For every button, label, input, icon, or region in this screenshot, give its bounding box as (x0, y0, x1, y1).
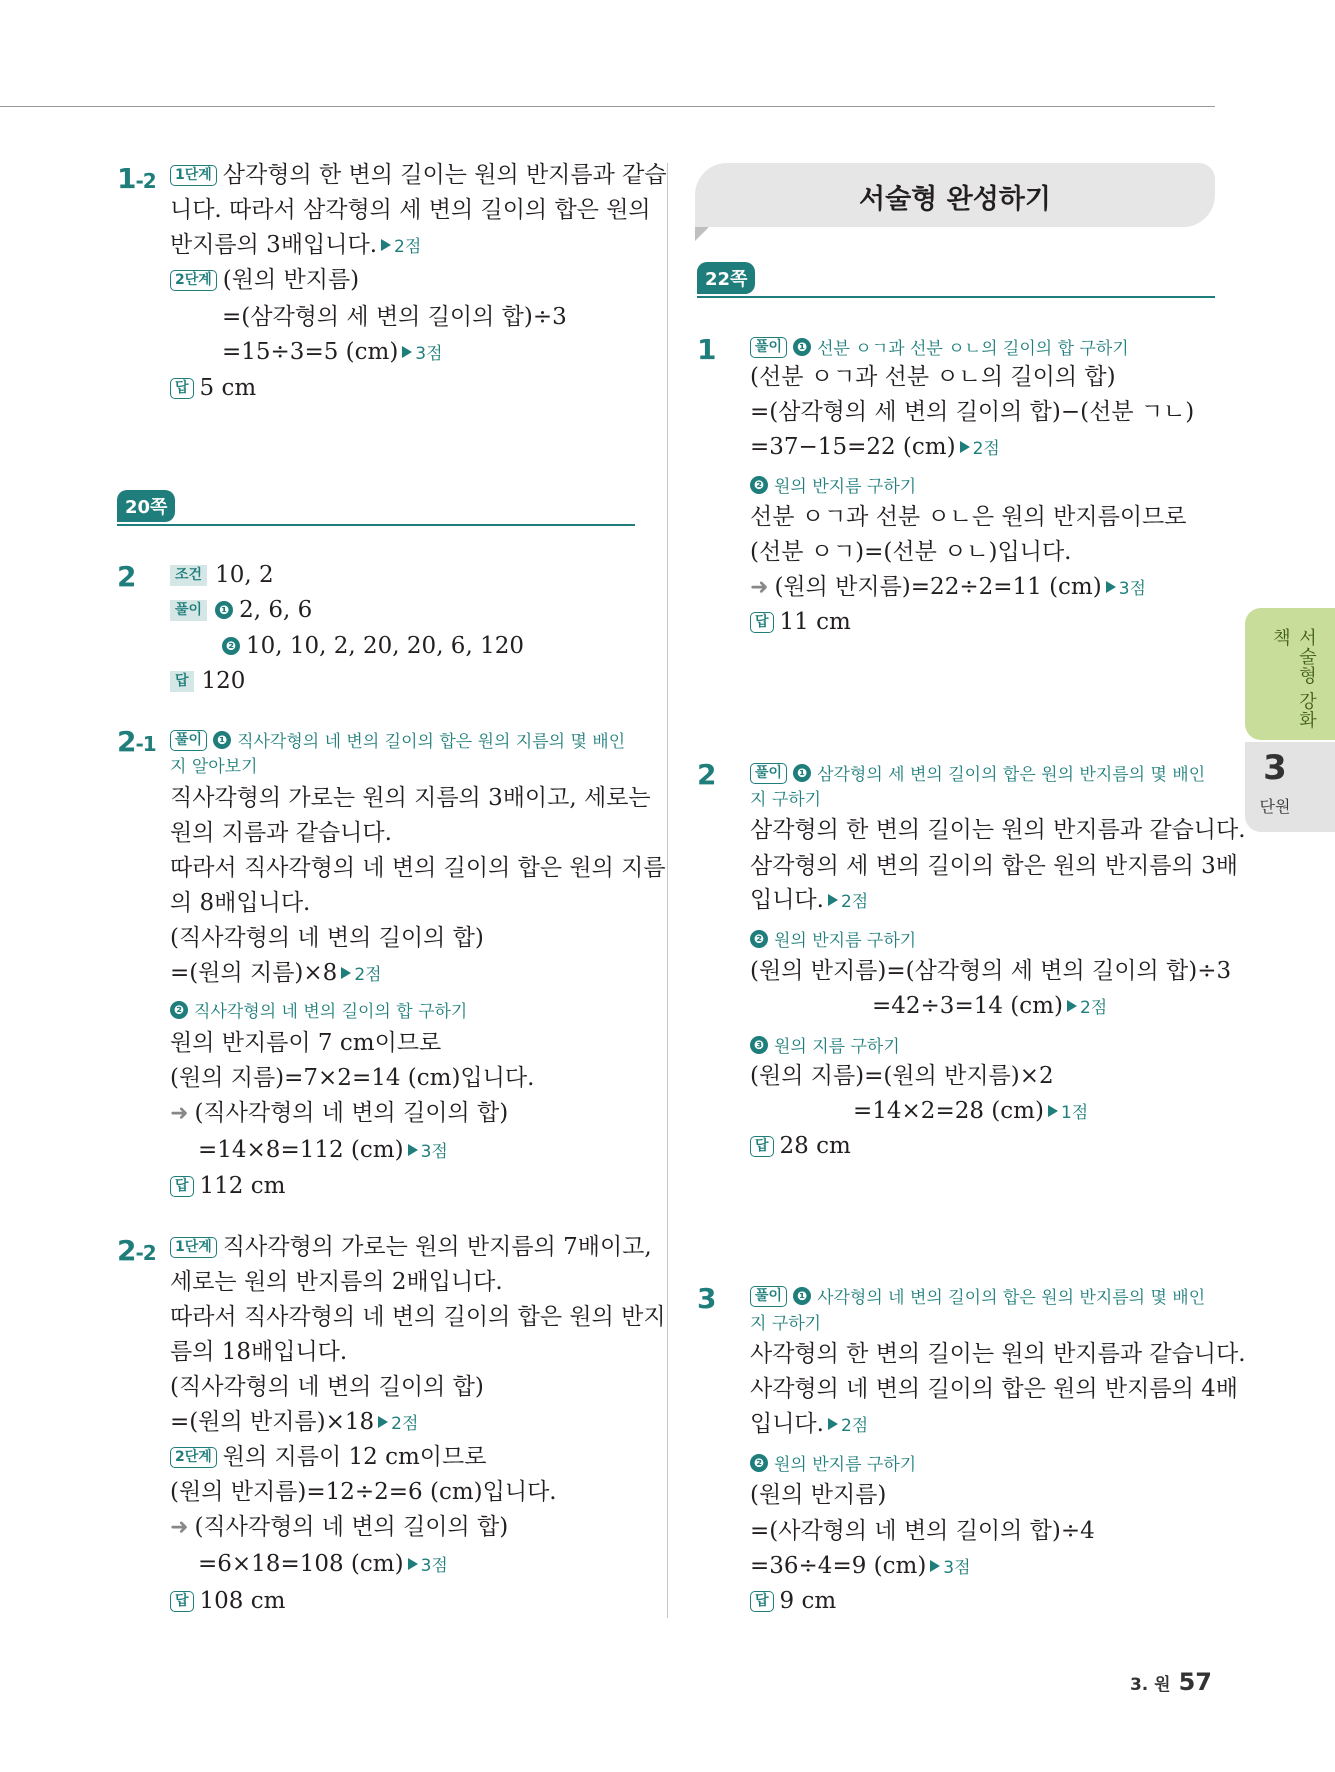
text-line: (선분 ㅇㄱ과 선분 ㅇㄴ의 길이의 합) (750, 364, 1116, 390)
chapter-label: 3. 원 (1129, 1675, 1171, 1695)
step-number-icon: ❷ (750, 930, 768, 948)
text-line: 따라서 직사각형의 네 변의 길이의 합은 원의 지름 (170, 855, 666, 881)
points-label: 2점 (972, 439, 1000, 459)
text-line: 2단계 원의 지름이 12 cm이므로 (170, 1442, 486, 1472)
points-label: 2점 (840, 892, 869, 912)
step-number-icon: ❷ (750, 476, 768, 494)
text-line: =42÷3=14 (cm) 2점 (872, 993, 1108, 1019)
answer-badge: 답 (170, 378, 194, 399)
text-line: (원의 지름)=(원의 반지름)×2 (750, 1063, 1054, 1089)
text-line: 2단계 (원의 반지름) (170, 265, 359, 295)
answer-line: 답 112 cm (170, 1171, 285, 1201)
text-line: 직사각형의 가로는 원의 지름의 3배이고, 세로는 (170, 785, 651, 811)
points-label: 3점 (415, 344, 443, 364)
answer-badge: 답 (170, 1176, 194, 1197)
solution-badge: 풀이 (750, 1286, 787, 1307)
points-triangle-icon (381, 239, 391, 251)
solution-line: 풀이 ❶ 2, 6, 6 (170, 595, 312, 625)
answer-badge: 답 (170, 671, 194, 692)
text-line: =(원의 지름)×8 2점 (170, 960, 382, 986)
text-line: =14×2=28 (cm) 1점 (853, 1098, 1089, 1124)
text-line: ➜ (직사각형의 네 변의 길이의 합) (170, 1514, 509, 1540)
page-footer (1130, 1668, 1212, 1696)
text-line: 삼각형의 세 변의 길이의 합은 원의 반지름의 3배 (750, 853, 1238, 879)
answer-badge: 답 (750, 1591, 774, 1612)
points-label: 2점 (1079, 998, 1108, 1018)
unit-label: 단원 (1259, 797, 1291, 816)
solution-badge: 풀이 (170, 600, 207, 621)
text-line: ➜ (원의 반지름)=22÷2=11 (cm) 3점 (750, 574, 1146, 600)
text-line: =(사각형의 네 변의 길이의 합)÷4 (750, 1518, 1095, 1544)
unit-number: 3 (1263, 748, 1287, 788)
section-banner (695, 163, 1215, 227)
step-heading: 지 알아보기 (170, 757, 258, 777)
points-triangle-icon (408, 1558, 418, 1570)
step-heading: 풀이 ❶ 사각형의 네 변의 길이의 합은 원의 반지름의 몇 배인 (750, 1283, 1205, 1313)
points-label: 2점 (840, 1416, 869, 1436)
column-divider (667, 163, 668, 1618)
side-tab-unit[interactable] (1245, 742, 1335, 832)
step-number-icon: ❶ (215, 601, 233, 619)
answer-badge: 답 (170, 1591, 194, 1612)
points-triangle-icon (960, 441, 970, 453)
answer-line: 답 5 cm (170, 373, 256, 403)
page-number: 57 (1178, 1668, 1212, 1696)
text-line: =37−15=22 (cm) 2점 (750, 434, 1000, 460)
text-line: 사각형의 한 변의 길이는 원의 반지름과 같습니다. (750, 1341, 1246, 1367)
page-tag-20: 20쪽 (117, 490, 635, 526)
points-triangle-icon (828, 894, 838, 906)
solution-line: ❷ 10, 10, 2, 20, 20, 6, 120 (222, 631, 524, 661)
text-line: =15÷3=5 (cm) 3점 (222, 339, 443, 365)
problem-number-2: 2 (117, 560, 136, 593)
step-heading: ❷ 원의 반지름 구하기 (750, 1450, 916, 1480)
arrow-right-icon: ➜ (170, 1515, 189, 1540)
text-line: =14×8=112 (cm) 3점 (198, 1137, 448, 1163)
points-triangle-icon (1048, 1105, 1058, 1117)
top-rule (0, 106, 1215, 107)
step-heading: 지 구하기 (750, 790, 822, 810)
solution-badge: 풀이 (750, 337, 787, 358)
arrow-right-icon: ➜ (750, 575, 769, 600)
text-line: (직사각형의 네 변의 길이의 합) (170, 925, 484, 951)
points-label: 2점 (354, 965, 382, 985)
solution-badge: 풀이 (750, 763, 787, 784)
problem-number-2-1: 2-1 (117, 725, 156, 758)
step-heading: 풀이 ❶ 직사각형의 네 변의 길이의 합은 원의 지름의 몇 배인 (170, 727, 625, 757)
points-triangle-icon (1106, 581, 1116, 593)
text-line: 의 8배입니다. (170, 890, 311, 916)
text-line: 1단계 직사각형의 가로는 원의 반지름의 7배이고, (170, 1232, 652, 1262)
text-line: (원의 반지름)=(삼각형의 세 변의 길이의 합)÷3 (750, 958, 1232, 984)
text-line: 1단계 삼각형의 한 변의 길이는 원의 반지름과 같습 (170, 160, 667, 190)
answer-line: 답 108 cm (170, 1586, 285, 1616)
step-number-icon: ❷ (222, 637, 240, 655)
points-triangle-icon (341, 967, 351, 979)
points-triangle-icon (378, 1416, 388, 1428)
text-line: 입니다. 2점 (750, 1411, 869, 1437)
problem-number-1-2: 1-2 (117, 162, 156, 195)
points-label: 1점 (1060, 1103, 1089, 1123)
side-tab-section[interactable] (1245, 608, 1335, 740)
text-line: 원의 지름과 같습니다. (170, 820, 392, 846)
step2-badge: 2단계 (170, 1447, 217, 1468)
answer-line: 답 9 cm (750, 1586, 836, 1616)
text-line: =36÷4=9 (cm) 3점 (750, 1553, 971, 1579)
points-label: 3점 (420, 1142, 448, 1162)
text-line: 반지름의 3배입니다. 2점 (170, 232, 422, 258)
solution-badge: 풀이 (170, 730, 207, 751)
points-triangle-icon (930, 1560, 940, 1572)
text-line: (선분 ㅇㄱ)=(선분 ㅇㄴ)입니다. (750, 539, 1072, 565)
points-label: 2점 (391, 1414, 419, 1434)
text-line: 사각형의 네 변의 길이의 합은 원의 반지름의 4배 (750, 1376, 1238, 1402)
text-line: =6×18=108 (cm) 3점 (198, 1551, 448, 1577)
step-number-icon: ❷ (170, 1001, 188, 1019)
condition-badge: 조건 (170, 565, 207, 586)
text-line: 삼각형의 한 변의 길이는 원의 반지름과 같습니다. (750, 817, 1246, 843)
question-number-2: 2 (697, 758, 716, 791)
step-number-icon: ❶ (793, 1287, 811, 1305)
text-line: 니다. 따라서 삼각형의 세 변의 길이의 합은 원의 (170, 197, 651, 223)
step-heading: ❷ 원의 반지름 구하기 (750, 926, 916, 956)
step-heading: ❷ 원의 반지름 구하기 (750, 472, 916, 502)
page-tag-22: 22쪽 (697, 262, 1215, 298)
text-line: (직사각형의 네 변의 길이의 합) (170, 1374, 484, 1400)
answer-line: 답 11 cm (750, 607, 851, 637)
step-heading: ❸ 원의 지름 구하기 (750, 1032, 900, 1062)
text-line: =(원의 반지름)×18 2점 (170, 1409, 419, 1435)
step-number-icon: ❶ (793, 338, 811, 356)
points-label: 3점 (943, 1558, 971, 1578)
text-line: 입니다. 2점 (750, 887, 869, 913)
points-label: 3점 (420, 1556, 448, 1576)
step-heading: ❷ 직사각형의 네 변의 길이의 합 구하기 (170, 997, 467, 1027)
answer-badge: 답 (750, 612, 774, 633)
points-triangle-icon (408, 1144, 418, 1156)
question-number-1: 1 (697, 333, 716, 366)
points-triangle-icon (402, 346, 412, 358)
step-heading: 풀이 ❶ 삼각형의 세 변의 길이의 합은 원의 반지름의 몇 배인 (750, 760, 1205, 790)
section-title: 서술형 완성하기 (859, 184, 1051, 215)
text-line: 원의 반지름이 7 cm이므로 (170, 1030, 442, 1056)
text-line: =(삼각형의 세 변의 길이의 합)−(선분 ㄱㄴ) (750, 399, 1195, 425)
points-label: 2점 (394, 237, 422, 257)
step1-badge: 1단계 (170, 165, 217, 186)
problem-number-2-2: 2-2 (117, 1234, 156, 1267)
step-number-icon: ❷ (750, 1454, 768, 1472)
step2-badge: 2단계 (170, 270, 217, 291)
text-line: 세로는 원의 반지름의 2배입니다. (170, 1269, 503, 1295)
text-line: 따라서 직사각형의 네 변의 길이의 합은 원의 반지 (170, 1304, 666, 1330)
text-line: 선분 ㅇㄱ과 선분 ㅇㄴ은 원의 반지름이므로 (750, 504, 1187, 530)
step-heading: 풀이 ❶ 선분 ㅇㄱ과 선분 ㅇㄴ의 길이의 합 구하기 (750, 334, 1129, 364)
points-triangle-icon (1067, 1000, 1077, 1012)
answer-line: 답 120 (170, 666, 245, 696)
text-line: ➜ (직사각형의 네 변의 길이의 합) (170, 1100, 509, 1126)
question-number-3: 3 (697, 1282, 716, 1315)
step-number-icon: ❶ (793, 764, 811, 782)
step-number-icon: ❸ (750, 1036, 768, 1054)
side-tab-label: 서술형 강화책 (1270, 628, 1317, 730)
text-line: 름의 18배입니다. (170, 1339, 348, 1365)
banner-fold (695, 227, 709, 241)
arrow-right-icon: ➜ (170, 1101, 189, 1126)
answer-badge: 답 (750, 1136, 774, 1157)
text-line: (원의 지름)=7×2=14 (cm)입니다. (170, 1065, 535, 1091)
points-label: 3점 (1118, 579, 1146, 599)
step1-badge: 1단계 (170, 1237, 217, 1258)
condition-line: 조건 10, 2 (170, 560, 274, 590)
points-triangle-icon (828, 1418, 838, 1430)
text-line: =(삼각형의 세 변의 길이의 합)÷3 (222, 304, 567, 330)
step-number-icon: ❶ (213, 731, 231, 749)
text-line: (원의 반지름)=12÷2=6 (cm)입니다. (170, 1479, 557, 1505)
text-line: (원의 반지름) (750, 1482, 887, 1508)
step-heading: 지 구하기 (750, 1314, 822, 1334)
answer-line: 답 28 cm (750, 1131, 851, 1161)
